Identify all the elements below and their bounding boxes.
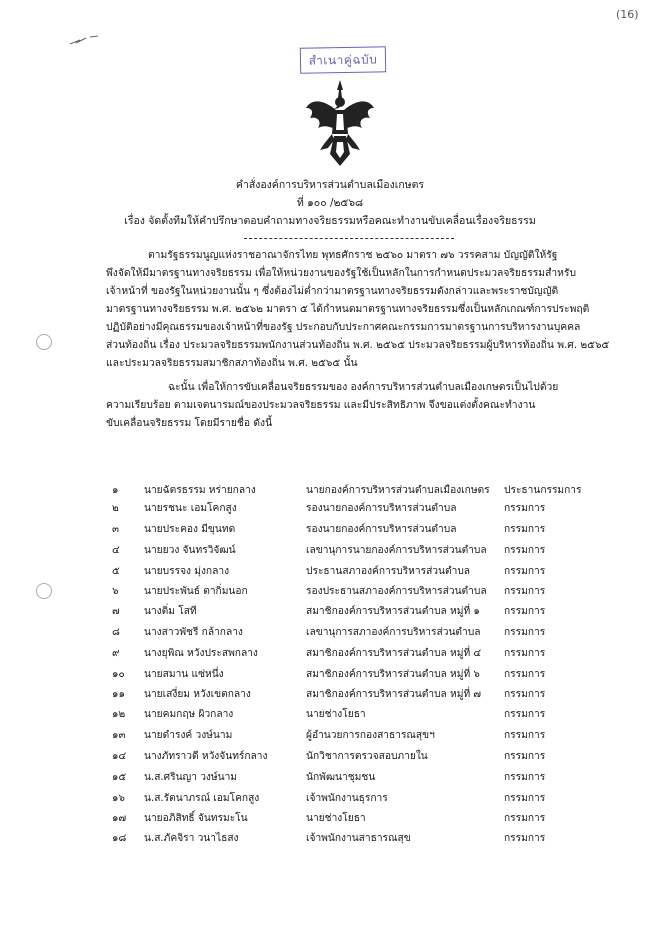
member-role: กรรมการ bbox=[504, 648, 546, 659]
pen-mark bbox=[68, 34, 100, 46]
member-position: เจ้าพนักงานธุรการ bbox=[306, 793, 388, 804]
member-role: กรรมการ bbox=[504, 586, 546, 597]
list-item bbox=[106, 706, 596, 724]
member-number: ๑๑ bbox=[112, 689, 125, 700]
punch-hole bbox=[36, 583, 52, 599]
member-role: กรรมการ bbox=[504, 545, 546, 556]
list-item bbox=[106, 727, 596, 745]
member-role: กรรมการ bbox=[504, 833, 546, 844]
member-role: กรรมการ bbox=[504, 793, 546, 804]
member-position: สมาชิกองค์การบริหารส่วนตำบล หมู่ที่ ๖ bbox=[306, 669, 480, 680]
member-name: นายรชนะ เอมโคกสูง bbox=[144, 503, 237, 514]
paragraph-line: ปฏิบัติอย่างมีคุณธรรมของเจ้าหน้าที่ของรัฐ ประกอบกับประกาศคณะกรรมการมาตรฐานการบริหารงานบุคคล bbox=[106, 321, 581, 333]
member-number: ๓ bbox=[112, 524, 119, 535]
member-position: สมาชิกองค์การบริหารส่วนตำบล หมู่ที่ ๗ bbox=[306, 689, 482, 700]
member-role: กรรมการ bbox=[504, 566, 546, 577]
member-number: ๔ bbox=[112, 545, 120, 556]
member-role: ประธานกรรมการ bbox=[504, 485, 582, 496]
paragraph-line: ฉะนั้น เพื่อให้การขับเคลื่อนจริยธรรมของ องค์การบริหารส่วนตำบลเมืองเกษตรเป็นไปด้วย bbox=[168, 381, 559, 393]
member-role: กรรมการ bbox=[504, 772, 546, 783]
list-item bbox=[106, 769, 596, 787]
paragraph-line: เจ้าหน้าที่ ของรัฐในหน่วยงานนั้น ๆ ซึ่งต้องไม่ต่ำกว่ามาตรฐานทางจริยธรรมดังกล่าวและพระราชบัญญัติ bbox=[106, 285, 559, 297]
member-position: เลขานุการนายกองค์การบริหารส่วนตำบล bbox=[306, 545, 487, 556]
member-name: นางภัทราวดี หวังจันทร์กลาง bbox=[144, 751, 268, 762]
member-name: นางติ่ม โสที bbox=[144, 606, 197, 617]
member-number: ๑๔ bbox=[112, 751, 127, 762]
member-role: กรรมการ bbox=[504, 730, 546, 741]
member-role: กรรมการ bbox=[504, 813, 546, 824]
list-item bbox=[106, 686, 596, 704]
member-number: ๑๐ bbox=[112, 669, 125, 680]
member-role: กรรมการ bbox=[504, 669, 546, 680]
member-number: ๑๗ bbox=[112, 813, 127, 824]
member-role: กรรมการ bbox=[504, 524, 546, 535]
member-position: ผู้อำนวยการกองสาธารณสุขฯ bbox=[306, 730, 435, 741]
order-title: คำสั่งองค์การบริหารส่วนตำบลเมืองเกษตร bbox=[235, 179, 425, 191]
member-position: รองนายกองค์การบริหารส่วนตำบล bbox=[306, 524, 457, 535]
garuda-emblem-icon bbox=[304, 78, 376, 168]
member-number: ๑๖ bbox=[112, 793, 125, 804]
paragraph-line: และประมวลจริยธรรมสมาชิกสภาท้องถิ่น พ.ศ. ๒๕๖๕ นั้น bbox=[106, 357, 358, 369]
header-divider bbox=[244, 238, 454, 239]
paragraph-line: ตามรัฐธรรมนูญแห่งราชอาณาจักรไทย พุทธศักราช ๒๕๖๐ มาตรา ๗๖ วรรคสาม บัญญัติให้รัฐ bbox=[148, 249, 558, 261]
member-role: กรรมการ bbox=[504, 503, 546, 514]
paragraph-line: ขับเคลื่อนจริยธรรม โดยมีรายชื่อ ดังนี้ bbox=[106, 417, 273, 429]
member-role: กรรมการ bbox=[504, 751, 546, 762]
list-item bbox=[106, 583, 596, 601]
member-name: นางสาวพัชรี กล้ากลาง bbox=[144, 627, 243, 638]
member-number: ๑๒ bbox=[112, 709, 126, 720]
member-name: น.ส.รัตนาภรณ์ เอมโคกสูง bbox=[144, 793, 260, 804]
list-item bbox=[106, 521, 596, 539]
member-name: นายอภิสิทธิ์ จันทรมะโน bbox=[144, 813, 248, 824]
member-number: ๑๕ bbox=[112, 772, 127, 783]
list-item bbox=[106, 830, 596, 848]
list-item bbox=[106, 542, 596, 560]
list-item bbox=[106, 563, 596, 581]
list-item bbox=[106, 603, 596, 621]
paragraph-line: ส่วนท้องถิ่น เรื่อง ประมวลจริยธรรมพนักงานส่วนท้องถิ่น พ.ศ. ๒๕๖๕ ประมวลจริยธรรมผู้บริหารท้องถิ่น พ.ศ. ๒๕๖๕ bbox=[106, 339, 610, 351]
member-number: ๗ bbox=[112, 606, 120, 617]
copy-stamp: สำเนาคู่ฉบับ bbox=[300, 46, 386, 73]
list-item bbox=[106, 624, 596, 642]
member-number: ๑๘ bbox=[112, 833, 127, 844]
member-position: ประธานสภาองค์การบริหารส่วนตำบล bbox=[306, 566, 471, 577]
punch-hole bbox=[36, 334, 52, 350]
member-position: เจ้าพนักงานสาธารณสุข bbox=[306, 833, 411, 844]
order-subject: เรื่อง จัดตั้งทีมให้คำปรึกษาตอบคำถามทางจริยธรรมหรือคณะทำงานขับเคลื่อนเรื่องจริยธรรม bbox=[124, 215, 536, 227]
paragraph-line: ความเรียบร้อย ตามเจตนารมณ์ของประมวลจริยธรรม และมีประสิทธิภาพ จึงขอแต่งตั้งคณะทำงาน bbox=[106, 399, 536, 411]
member-number: ๒ bbox=[112, 503, 119, 514]
member-position: นายช่างโยธา bbox=[306, 813, 366, 824]
member-number: ๑ bbox=[112, 485, 119, 496]
member-role: กรรมการ bbox=[504, 627, 546, 638]
member-name: นายสมาน แซ่หนึ่ง bbox=[144, 669, 224, 680]
member-name: น.ส.ภัคจิรา วนาไธสง bbox=[144, 833, 239, 844]
member-position: สมาชิกองค์การบริหารส่วนตำบล หมู่ที่ ๑ bbox=[306, 606, 480, 617]
member-number: ๙ bbox=[112, 648, 120, 659]
member-number: ๘ bbox=[112, 627, 120, 638]
member-role: กรรมการ bbox=[504, 689, 546, 700]
member-name: นายประคอง มีขุนทด bbox=[144, 524, 236, 535]
member-position: สมาชิกองค์การบริหารส่วนตำบล หมู่ที่ ๔ bbox=[306, 648, 482, 659]
member-position: เลขานุการสภาองค์การบริหารส่วนตำบล bbox=[306, 627, 481, 638]
member-name: นายฉัตรธรรม หร่ายกลาง bbox=[144, 485, 256, 496]
list-item bbox=[106, 645, 596, 663]
member-position: นักพัฒนาชุมชน bbox=[306, 772, 376, 783]
page-number: (16) bbox=[616, 8, 639, 21]
member-name: นายบรรจง มุ่งกลาง bbox=[144, 566, 230, 577]
member-position: รองประธานสภาองค์การบริหารส่วนตำบล bbox=[306, 586, 487, 597]
member-name: นายดำรงค์ วงษ์นาม bbox=[144, 730, 233, 741]
member-role: กรรมการ bbox=[504, 709, 546, 720]
member-name: น.ส.ศรินญา วงษ์นาม bbox=[144, 772, 238, 783]
order-number: ที่ ๑๐๐ /๒๕๖๘ bbox=[296, 197, 364, 209]
member-name: นายคมกฤษ ผิวกลาง bbox=[144, 709, 234, 720]
member-position: นายกองค์การบริหารส่วนตำบลเมืองเกษตร bbox=[306, 485, 490, 496]
list-item bbox=[106, 790, 596, 808]
member-role: กรรมการ bbox=[504, 606, 546, 617]
list-item bbox=[106, 482, 596, 500]
paragraph-line: พึงจัดให้มีมาตรฐานทางจริยธรรม เพื่อให้หน่วยงานของรัฐใช้เป็นหลักในการกำหนดประมวลจริยธรรมสำหรับ bbox=[106, 267, 577, 279]
list-item bbox=[106, 666, 596, 684]
member-name: นางยุพิณ หวังประสพกลาง bbox=[144, 648, 258, 659]
member-name: นายยวง จันทรวิจัฒน์ bbox=[144, 545, 236, 556]
member-name: นายเสงี่ยม หวังเขตกลาง bbox=[144, 689, 251, 700]
member-position: รองนายกองค์การบริหารส่วนตำบล bbox=[306, 503, 457, 514]
member-number: ๕ bbox=[112, 566, 120, 577]
member-number: ๑๓ bbox=[112, 730, 126, 741]
member-position: นายช่างโยธา bbox=[306, 709, 366, 720]
member-name: นายประพันธ์ ตากิ่มนอก bbox=[144, 586, 248, 597]
paragraph-line: มาตรฐานทางจริยธรรม พ.ศ. ๒๕๖๒ มาตรา ๕ ได้กำหนดมาตรฐานทางจริยธรรมซึ่งเป็นหลักเกณฑ์การประพฤติ bbox=[106, 303, 590, 315]
member-number: ๖ bbox=[112, 586, 119, 597]
member-position: นักวิชาการตรวจสอบภายใน bbox=[306, 751, 428, 762]
list-item bbox=[106, 748, 596, 766]
list-item bbox=[106, 810, 596, 828]
list-item bbox=[106, 500, 596, 518]
